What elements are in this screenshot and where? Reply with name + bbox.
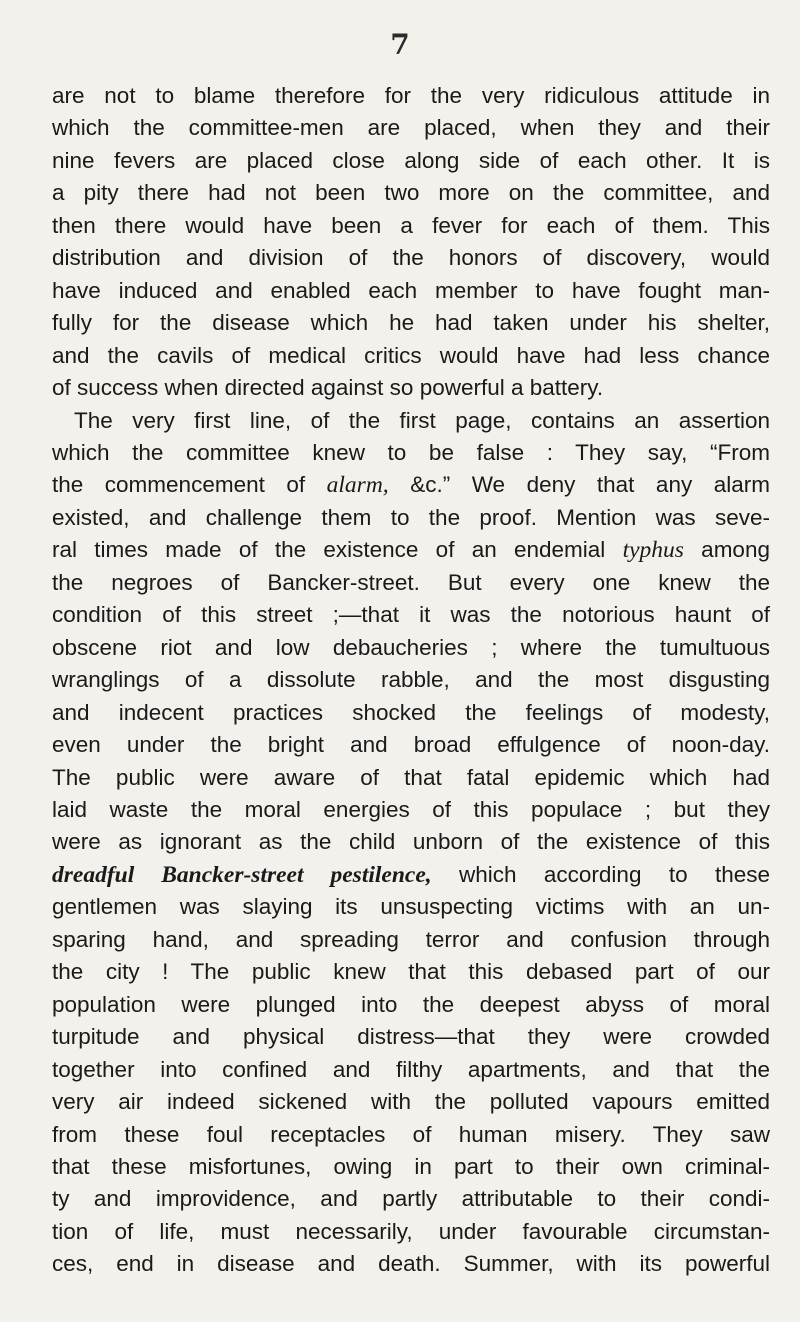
text-line: together into confined and filthy apartments, and that the: [52, 1056, 770, 1082]
text-line: fully for the disease which he had taken under his shelter,: [52, 310, 770, 336]
text-line: the city ! The public knew that this debased part of our: [52, 959, 770, 985]
text-line: even under the bright and broad effulgence of noon-day.: [52, 732, 770, 758]
text-line: which the committee knew to be false : They say, “From: [52, 439, 770, 465]
text-line: very air indeed sickened with the polluted vapours emitted: [52, 1089, 770, 1115]
text-line: sparing hand, and spreading terror and confusion through: [52, 926, 770, 952]
text-line: are not to blame therefore for the very ridiculous attitude in: [52, 83, 770, 108]
text-line: condition of this street ;—that it was the notorious haunt of: [52, 602, 770, 628]
text-line: dreadful Bancker-street pestilence, which according to these: [52, 861, 770, 888]
text-line: that these misfortunes, owing in part to their own criminal-: [52, 1153, 770, 1179]
body-text: [52, 80, 770, 1281]
text-line: and the cavils of medical critics would have had less chance: [52, 342, 770, 368]
page-number: 7: [390, 28, 410, 61]
text-line: turpitude and physical distress—that they were crowded: [52, 1024, 770, 1050]
text-line: the commencement of alarm, &c.” We deny that any alarm: [52, 472, 770, 499]
text-line: The very first line, of the first page, contains an assertion: [74, 407, 770, 433]
text-line: ces, end in disease and death. Summer, with its powerful: [52, 1251, 770, 1277]
text-line: were as ignorant as the child unborn of the existence of this: [52, 829, 770, 855]
text-line: The public were aware of that fatal epidemic which had: [52, 764, 770, 790]
text-line: gentlemen was slaying its unsuspecting victims with an un-: [52, 894, 770, 920]
text-line: nine fevers are placed close along side of each other. It is: [52, 147, 770, 173]
text-line: of success when directed against so powerful a battery.: [52, 375, 604, 401]
text-line: wranglings of a dissolute rabble, and the most disgusting: [52, 667, 770, 693]
text-line: which the committee-men are placed, when they and their: [52, 115, 770, 141]
text-line: have induced and enabled each member to have fought man-: [52, 277, 770, 303]
text-line: a pity there had not been two more on the committee, and: [52, 180, 770, 206]
text-line: and indecent practices shocked the feelings of modesty,: [52, 699, 770, 725]
text-line: population were plunged into the deepest abyss of moral: [52, 991, 770, 1017]
text-line: laid waste the moral energies of this populace ; but they: [52, 796, 770, 822]
text-line: from these foul receptacles of human misery. They saw: [52, 1121, 770, 1147]
text-line: ral times made of the existence of an endemial typhus among: [52, 537, 770, 564]
text-line: ty and improvidence, and partly attributable to their condi-: [52, 1186, 770, 1212]
text-line: existed, and challenge them to the proof. Mention was seve-: [52, 504, 770, 530]
text-line: tion of life, must necessarily, under favourable circumstan-: [52, 1218, 770, 1244]
text-line: distribution and division of the honors of discovery, would: [52, 245, 770, 271]
text-line: obscene riot and low debaucheries ; where the tumultuous: [52, 634, 770, 660]
text-line: then there would have been a fever for each of them. This: [52, 212, 770, 238]
text-line: the negroes of Bancker-street. But every one knew the: [52, 569, 770, 595]
